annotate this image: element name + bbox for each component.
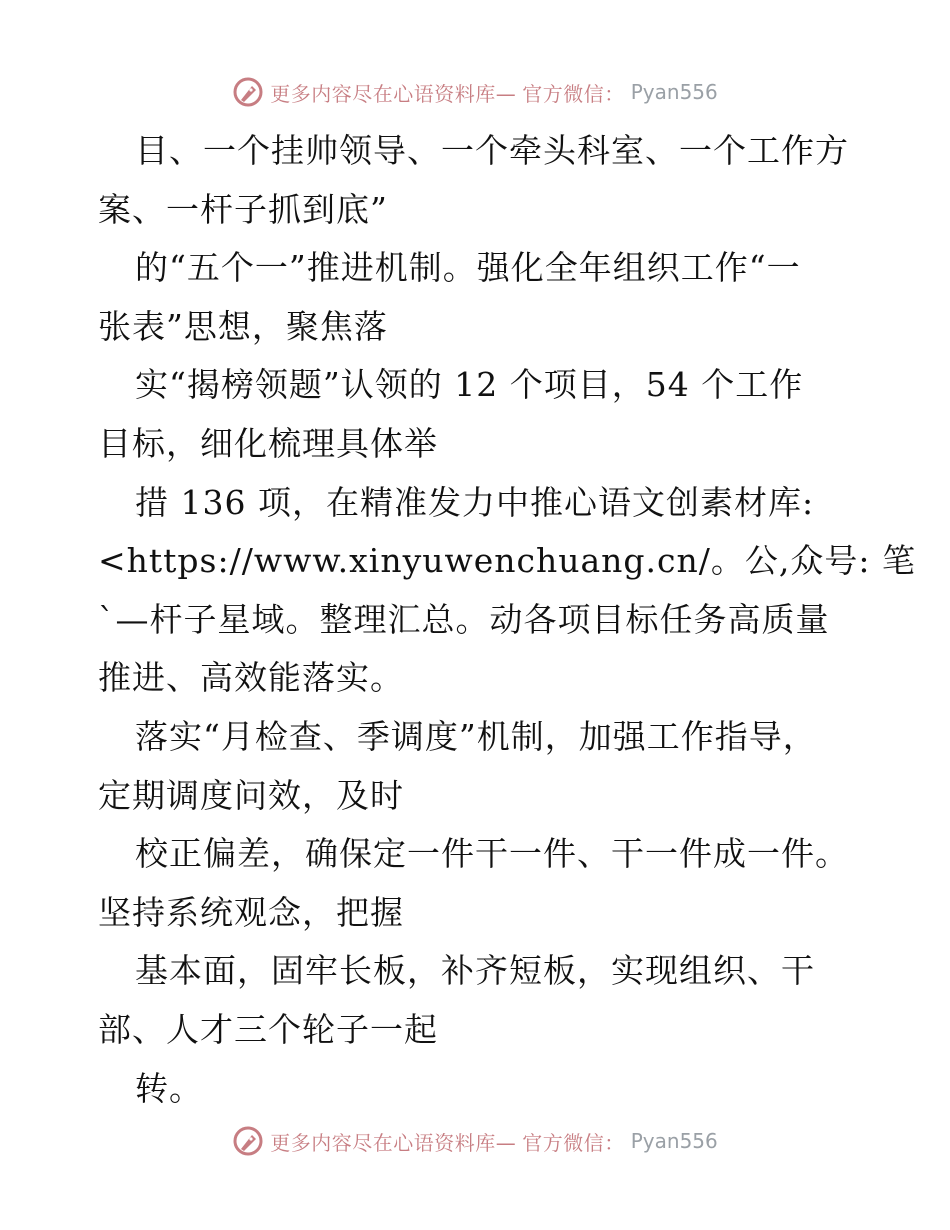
pen-nib-logo-icon xyxy=(232,76,264,108)
text-line: 落实“月检查、季调度”机制，加强工作指导， xyxy=(135,716,817,756)
text-line: 目标，细化梳理具体举 xyxy=(98,423,438,463)
header-banner xyxy=(0,72,950,112)
pen-nib-logo-icon xyxy=(232,1125,264,1157)
text-line: 张表”思想，聚焦落 xyxy=(98,306,388,346)
text-line: `—杆子星域。整理汇总。动各项目标任务高质量 xyxy=(98,599,830,639)
text-line: 定期调度问效，及时 xyxy=(98,775,404,815)
text-line: 基本面，固牢长板，补齐短板，实现组织、干 xyxy=(135,951,815,991)
banner-content xyxy=(232,1125,718,1157)
text-line: 案、一杆子抓到底” xyxy=(98,189,388,229)
banner-text: 更多内容尽在心语资料库— xyxy=(270,1130,517,1155)
text-line: <https://www.xinyuwenchuang.cn/。公,众号: 笔 xyxy=(98,541,916,581)
text-line: 推进、高效能落实。 xyxy=(98,658,404,698)
banner-text: 更多内容尽在心语资料库— xyxy=(270,81,517,106)
text-line: 实“揭榜领题”认领的 12 个项目，54 个工作 xyxy=(135,365,804,405)
banner-content xyxy=(232,76,718,108)
text-line: 措 136 项，在精准发力中推心语文创素材库: xyxy=(135,482,815,522)
banner-wechat-id: Pyan556 xyxy=(630,80,718,104)
text-line: 目、一个挂帅领导、一个牵头科室、一个工作方 xyxy=(135,131,849,170)
text-line: 坚持系统观念，把握 xyxy=(98,892,404,932)
banner-wechat-label: 官方微信： xyxy=(522,81,625,106)
banner-wechat-label: 官方微信： xyxy=(522,1130,625,1155)
text-line: 部、人才三个轮子一起 xyxy=(98,1009,438,1049)
banner-wechat-id: Pyan556 xyxy=(630,1129,718,1153)
footer-banner xyxy=(0,1121,950,1161)
document-body xyxy=(98,122,916,1118)
text-line: 校正偏差，确保定一件干一件、干一件成一件。 xyxy=(135,834,849,874)
text-line: 的“五个一”推进机制。强化全年组织工作“一 xyxy=(135,248,801,288)
text-line: 转。 xyxy=(135,1068,203,1108)
